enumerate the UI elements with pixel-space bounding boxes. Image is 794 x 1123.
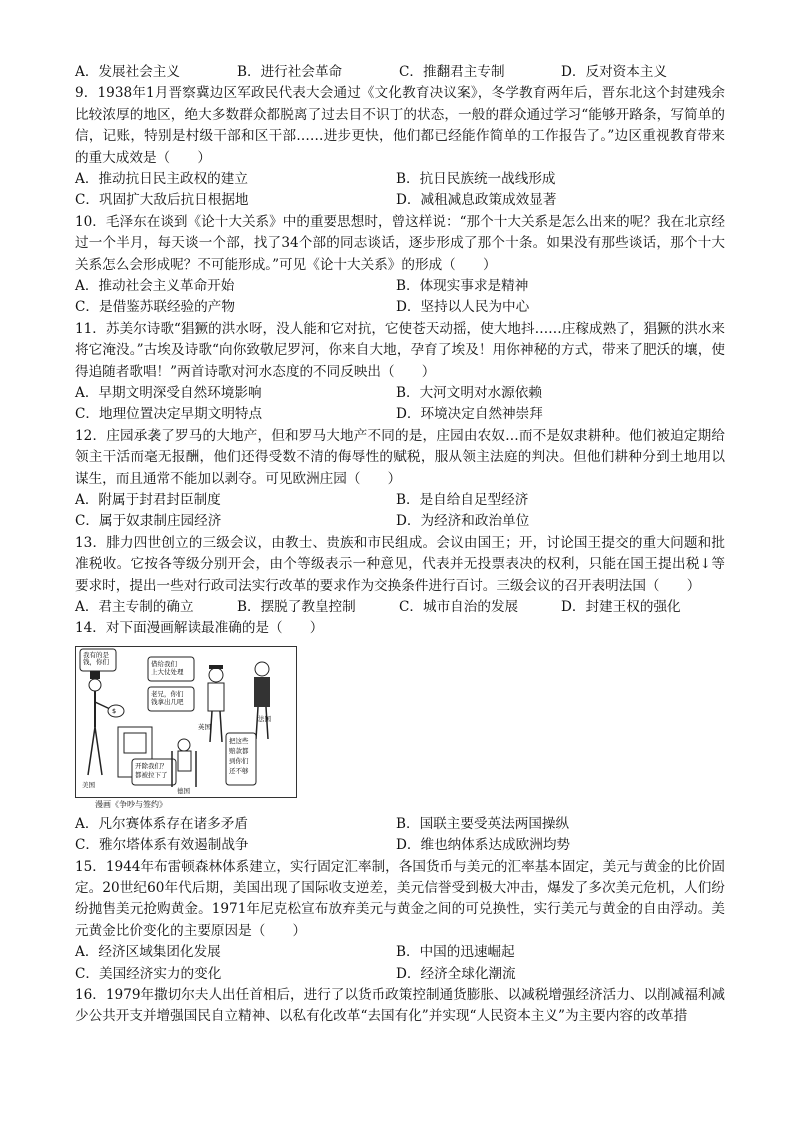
option[interactable]: A．推动社会主义革命开始: [75, 278, 235, 295]
q12-options-row2: [75, 511, 725, 532]
option[interactable]: A．附属于封君封臣制度: [75, 492, 221, 509]
option[interactable]: C．推翻君主专制: [399, 64, 505, 80]
cartoon-image: [75, 646, 297, 798]
svg-text:赔款都: 赔款都: [229, 746, 249, 755]
q10-options-row1: [75, 276, 725, 297]
q13-stem: 13．腓力四世创立的三级会议，由教士、贵族和市民组成。会议由国王；开，讨论国王提交的重大问题和批准税收。它按各等级分别开会，由个等级表示一种意见，代表并无投票表决的权利，只能在国王提出税↓等要求时，提出一些对行政司法实行改革的要求作为交换条件进行百讨。三级会议的召开表明法国（ ）: [75, 534, 725, 594]
option[interactable]: C．雅尔塔体系有效遏制战争: [75, 837, 249, 854]
q12-options-row1: [75, 490, 725, 511]
option[interactable]: B．摆脱了教皇控制: [237, 599, 356, 616]
option[interactable]: D．封建王权的强化: [561, 599, 681, 616]
option[interactable]: C．属于奴隶制庄园经济: [75, 513, 222, 530]
cartoon-drawing: [76, 647, 296, 797]
svg-text:老兄，你们: 老兄，你们: [151, 689, 184, 698]
q8-options: [75, 62, 725, 83]
option[interactable]: B．是自给自足型经济: [396, 492, 529, 509]
q15-options-row1: [75, 942, 725, 963]
q13-options: [75, 597, 725, 618]
svg-text:钱拿出几吧: 钱拿出几吧: [151, 697, 184, 706]
q10-stem: 10．毛泽东在谈到《论十大关系》中的重要思想时，曾这样说：“那个十大关系是怎么出来的呢？我在北京经过一个半月，每天谈一个部，找了34个部的同志谈话，逐步形成了那个十条。如果没有那些谈话，那个十大关系怎么会形成呢？不可能形成。”可见《论十大关系》的形成（ ）: [75, 213, 725, 273]
option[interactable]: B．大河文明对水源依赖: [396, 385, 542, 402]
option[interactable]: D．反对资本主义: [561, 64, 668, 80]
q10-options-row2: [75, 297, 725, 318]
option[interactable]: B．抗日民族统一战线形成: [396, 171, 556, 188]
q9-options-row1: [75, 169, 725, 190]
option[interactable]: C．美国经济实力的变化: [75, 965, 222, 982]
q9-stem: 9．1938年1月晋察冀边区军政民代表大会通过《文化教育决议案》，冬学教育两年后，晋东北这个封建残余比较浓厚的地区，绝大多数群众都脱离了过去目不识丁的状态，一般的群众通过学习“能够开路条，写简单的信，记账，特别是村级干部和区干部……进步更快，他们都已经能作简单的工作报告了。”边区重视教育带来的重大成效是（ ）: [75, 85, 725, 166]
q14-options-row1: [75, 814, 725, 835]
option[interactable]: D．维也纳体系达成欧洲均势: [396, 837, 571, 854]
svg-text:到你们: 到你们: [229, 756, 249, 765]
q11-stem: 11．苏美尔诗歌“猖獗的洪水呀，没人能和它对抗，它使苍天动摇，使大地抖……庄稼成熟了，猖獗的洪水来将它淹没。”古埃及诗歌“向你致敬尼罗河，你来自大地，孕育了埃及！用你神秘的方式，带来了肥沃的壤，使得追随者歌唱！”两首诗歌对河水态度的不同反映出（ ）: [75, 320, 725, 380]
option[interactable]: D．经济全球化潮流: [396, 965, 516, 982]
q16-stem: 16．1979年撒切尔夫人出任首相后，进行了以货币政策控制通货膨胀、以减税增强经济活力、以削减福利减少公共开支并增强国民自立精神、以私有化改革“去国有化”并实现“人民资本主义”为主要内容的改革措: [75, 987, 726, 1025]
label-us: 美国: [82, 780, 95, 789]
option[interactable]: D．坚持以人民为中心: [396, 299, 530, 316]
svg-text:把这些: 把这些: [229, 736, 249, 745]
label-de: 德国: [177, 786, 190, 795]
q15-stem: 15．1944年布雷顿森林体系建立，实行固定汇率制，各国货币与美元的汇率基本固定，美元与黄金的比价固定。20世纪60年代后期，美国出现了国际收支逆差，美元信誉受到极大冲击，爆发了多次美元危机，人们纷纷抛售美元抢购黄金。1971年尼克松宣布放弃美元与黄金之间的可兑换性，实行美元与黄金的自由浮动。美元黄金比价变化的主要原因是（ ）: [75, 858, 726, 939]
option[interactable]: A．经济区域集团化发展: [75, 944, 221, 961]
option[interactable]: A．君主专制的确立: [75, 599, 194, 616]
option[interactable]: B．国联主要受英法两国操纵: [396, 815, 570, 832]
svg-text:都被拉下了: 都被拉下了: [135, 770, 168, 779]
svg-text:借给我们: 借给我们: [151, 659, 177, 668]
q14-stem: 14．对下面漫画解读最准确的是（ ）: [75, 620, 324, 637]
cartoon-caption: 漫画《争吵与签约》: [95, 799, 167, 809]
svg-text:还不够: 还不够: [229, 766, 249, 775]
option[interactable]: D．减租减息政策成效显著: [396, 192, 557, 209]
exam-page: [75, 62, 725, 1028]
label-uk: 英国: [198, 722, 211, 731]
option[interactable]: B．进行社会革命: [237, 64, 343, 80]
q9-options-row2: [75, 190, 725, 211]
svg-text:上大仗处理: 上大仗处理: [151, 667, 184, 676]
option[interactable]: B．中国的迅速崛起: [396, 944, 515, 961]
option[interactable]: C．巩固扩大敌后抗日根据地: [75, 192, 249, 209]
option[interactable]: C．是借鉴苏联经验的产物: [75, 299, 235, 316]
q15-options-row2: [75, 964, 725, 985]
option[interactable]: A．推动抗日民主政权的建立: [75, 171, 248, 188]
q11-options-row2: [75, 404, 725, 425]
option[interactable]: A．凡尔赛体系存在诸多矛盾: [75, 815, 248, 832]
option[interactable]: B．体现实事求是精神: [396, 278, 529, 295]
svg-text:钱，你们: 钱，你们: [83, 657, 109, 666]
svg-text:我有的是: 我有的是: [83, 650, 109, 659]
option[interactable]: C．城市自治的发展: [399, 599, 519, 616]
option[interactable]: C．地理位置决定早期文明特点: [75, 406, 263, 423]
svg-text:开除我们？: 开除我们？: [135, 761, 168, 770]
option[interactable]: D．为经济和政治单位: [396, 513, 530, 530]
svg-text:$: $: [112, 706, 117, 715]
q14-options-row2: [75, 835, 725, 856]
label-fr: 法国: [258, 714, 271, 723]
option[interactable]: A．发展社会主义: [75, 64, 180, 80]
option[interactable]: A．早期文明深受自然环境影响: [75, 385, 262, 402]
option[interactable]: D．环境决定自然神崇拜: [396, 406, 543, 423]
q12-stem: 12．庄园承袭了罗马的大地产，但和罗马大地产不同的是，庄园由农奴…而不是奴隶耕种。他们被迫定期给领主干活而毫无报酬，他们还得受数不清的侮辱性的赋税，服从领主法庭的判决。但他们耕种分到土地用以谋生，而且通常不能加以剥夺。可见欧洲庄园（ ）: [75, 427, 725, 487]
q11-options-row1: [75, 383, 725, 404]
